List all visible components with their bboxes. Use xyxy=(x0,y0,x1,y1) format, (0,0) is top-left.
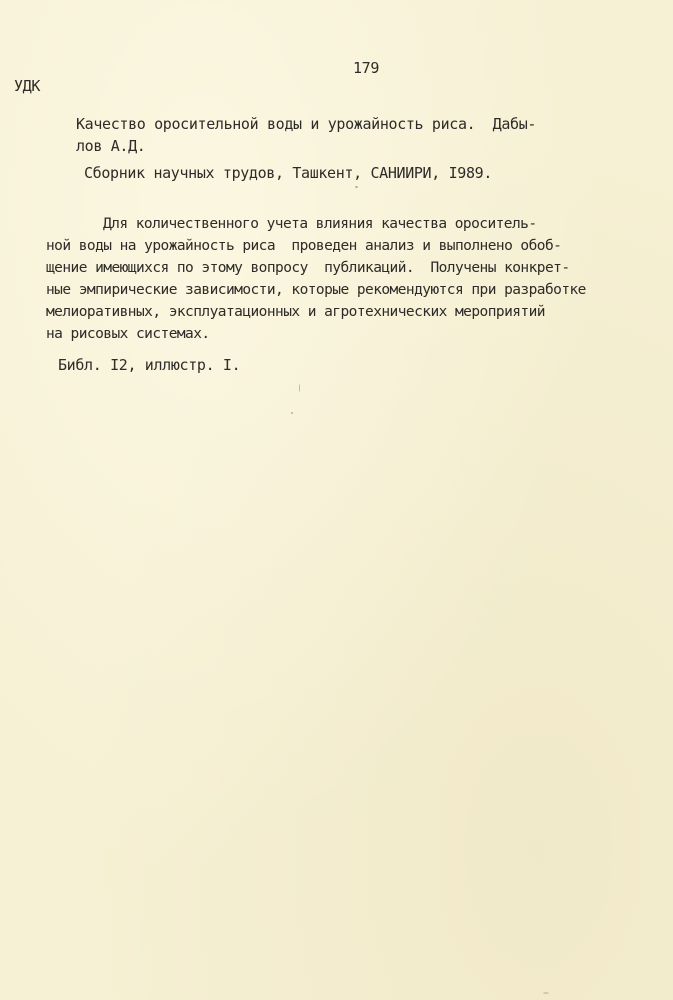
paper-mark xyxy=(543,992,549,994)
title-line-1: Качество оросительной воды и урожайность риса. Дабы- xyxy=(76,115,537,133)
paper-mark xyxy=(299,384,300,392)
udk-label: УДК xyxy=(14,77,41,95)
abstract-line: ной воды на урожайность риса проведен анализ и выполнено обоб- xyxy=(46,238,562,254)
paper-mark xyxy=(291,412,293,414)
abstract-line: на рисовых системах. xyxy=(46,326,210,342)
page-number: 179 xyxy=(353,59,380,77)
title-line-2: лов А.Д. xyxy=(76,137,146,155)
paper-mark xyxy=(355,186,358,188)
abstract-line: щение имеющихся по этому вопросу публикаций. Получены конкрет- xyxy=(46,260,570,276)
source-citation: Сборник научных трудов, Ташкент, САНИИРИ, I989. xyxy=(84,164,492,182)
abstract-line: мелиоративных, эксплуатационных и агротехнических мероприятий xyxy=(46,304,545,320)
abstract-line: Для количественного учета влияния качества ороситель- xyxy=(103,216,537,232)
bibliography-note: Библ. I2, иллюстр. I. xyxy=(58,356,241,374)
abstract-line: ные эмпирические зависимости, которые рекомендуются при разработке xyxy=(46,282,586,298)
